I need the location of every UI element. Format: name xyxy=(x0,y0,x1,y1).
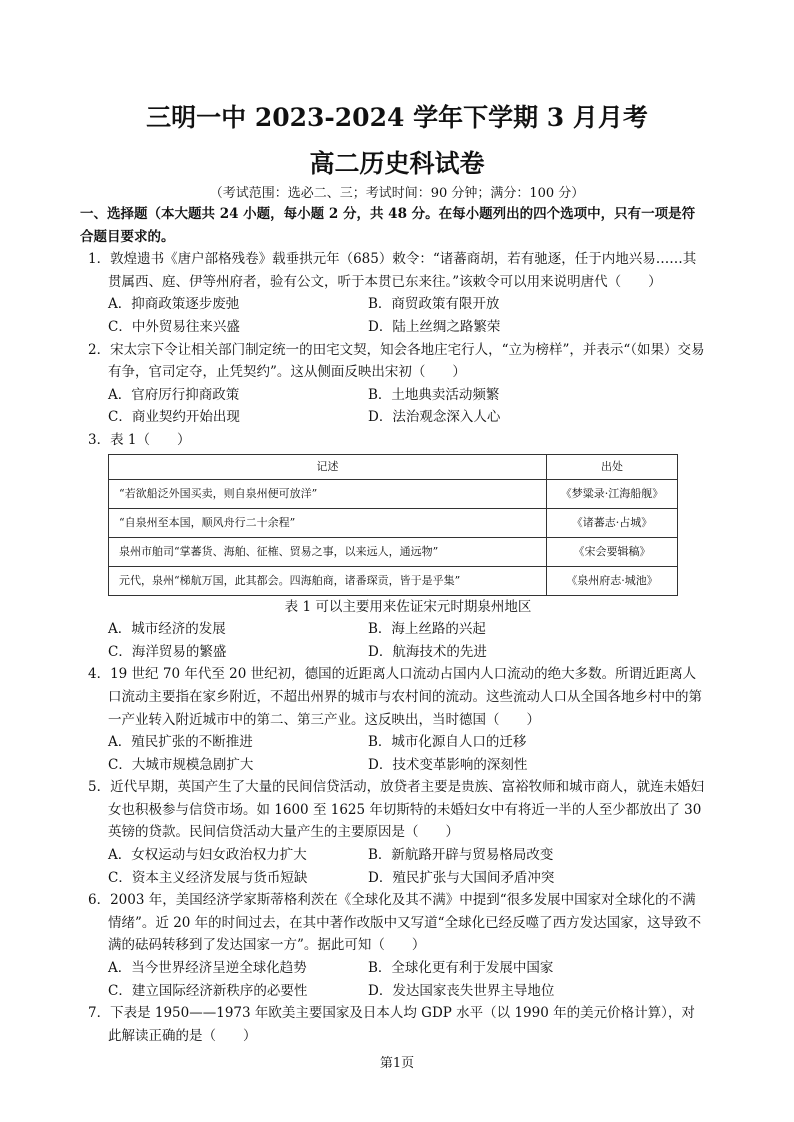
exam-info: （考试范围：选必二、三；考试时间：90 分钟；满分：100 分） xyxy=(209,186,585,201)
table-cell-source: 《梦粱录·江海船舰》 xyxy=(547,479,678,508)
option: B．土地典卖活动频繁 xyxy=(368,386,500,403)
table-cell-record: 元代，泉州“梯航万国，此其都会。四海舶商，诸番琛贡，皆于是乎集” xyxy=(109,566,547,595)
question-6-options xyxy=(80,957,708,1002)
option: D．陆上丝绸之路繁荣 xyxy=(368,318,501,335)
exam-content xyxy=(80,203,708,1047)
table-header-row xyxy=(109,454,678,479)
section-heading: 一、选择题（本大题共 24 小题，每小题 2 分，共 48 分。在每小题列出的四个选项中，只有一项是符合题目要求的。 xyxy=(80,206,696,245)
table-row xyxy=(109,508,678,537)
question-7: 7．下表是 1950——1973 年欧美主要国家及日本人均 GDP 水平（以 1990 年的美元价格计算），对此解读正确的是（ ） xyxy=(88,1005,695,1044)
table-caption: 表 1 可以主要用来佐证宋元时期泉州地区 xyxy=(284,598,532,615)
table-cell-record: “若欲船泛外国买卖，则自泉州便可放洋” xyxy=(109,479,547,508)
option: B．全球化更有利于发展中国家 xyxy=(368,960,554,977)
table-1 xyxy=(108,454,678,596)
option: B．海上丝路的兴起 xyxy=(368,621,486,638)
option: B．新航路开辟与贸易格局改变 xyxy=(368,847,554,864)
question-2-options xyxy=(80,384,708,429)
option: A．殖民扩张的不断推进 xyxy=(108,734,253,751)
option: C．中外贸易往来兴盛 xyxy=(108,318,240,335)
question-4: 4．19 世纪 70 年代至 20 世纪初，德国的近距离人口流动占国内人口流动的绝大多数。所谓近距离人口流动主要指在家乡附近，不超出州界的城市与农村间的流动。这些流动人口从全国各地乡村中的第一产业转入附近城市中的第二、第三产业。这反映出，当时德国（ ） xyxy=(88,666,702,728)
option: C．大城市规模急剧扩大 xyxy=(108,756,254,773)
table-header-record: 记述 xyxy=(109,454,547,479)
page-number: 第1页 xyxy=(379,1056,415,1071)
option: C．建立国际经济新秩序的必要性 xyxy=(108,982,308,999)
option: D．殖民扩张与大国间矛盾冲突 xyxy=(368,869,555,886)
option: B．商贸政策有限开放 xyxy=(368,296,500,313)
option: C．海洋贸易的繁盛 xyxy=(108,643,227,660)
option: A．女权运动与妇女政治权力扩大 xyxy=(108,847,307,864)
option: A．城市经济的发展 xyxy=(108,621,226,638)
option: A．当今世界经济呈逆全球化趋势 xyxy=(108,960,307,977)
option: D．法治观念深入人心 xyxy=(368,409,501,426)
option: C．商业契约开始出现 xyxy=(108,409,240,426)
table-cell-source: 《宋会要辑稿》 xyxy=(547,537,678,566)
table-header-source: 出处 xyxy=(547,454,678,479)
table-cell-record: “自泉州至本国，顺风舟行二十余程” xyxy=(109,508,547,537)
question-2: 2．宋太宗下令让相关部门制定统一的田宅文契，知会各地庄宅行人，“立为榜样”，并表示“（如果）交易有争，官司定夺，止凭契约”。这从侧面反映出宋初（ ） xyxy=(88,341,705,381)
question-4-options xyxy=(80,731,708,776)
exam-title: 三明一中 2023-2024 学年下学期 3 月月考 xyxy=(146,103,648,132)
question-6: 6．2003 年，美国经济学家斯蒂格利茨在《全球化及其不满》中提到“很多发展中国家对全球化的不满情绪”。近 20 年的时间过去，在其中著作改版中又写道“全球化已经反噬了西方发达国家，这导致不满的砝码转移到了发达国家一方”。据此可知（ ） xyxy=(88,892,702,954)
option: D．发达国家丧失世界主导地位 xyxy=(368,982,555,999)
table-cell-source: 《泉州府志·城池》 xyxy=(547,566,678,595)
table-cell-record: 泉州市舶司“掌蕃货、海舶、征榷、贸易之事，以来远人，通远物” xyxy=(109,537,547,566)
question-3-options xyxy=(80,618,708,663)
question-1: 1．敦煌遗书《唐户部格残卷》载垂拱元年（685）敕令：“诸蕃商胡，若有驰逐，任于内地兴易……其贯属西、庭、伊等州府者，验有公文，听于本贯已东来往。”该敕令可以用来说明唐代（ ） xyxy=(88,251,697,290)
table-cell-source: 《诸蕃志·占城》 xyxy=(547,508,678,537)
question-5: 5．近代早期，英国产生了大量的民间信贷活动，放贷者主要是贵族、富裕牧师和城市商人，就连未婚妇女也积极参与信贷市场。如 1600 至 1625 年切斯特的未婚妇女中有将近一半的人至少都放出了 30 英镑的贷款。民间信贷活动大量产生的主要原因是（ ） xyxy=(88,779,705,841)
table-row xyxy=(109,479,678,508)
table-row xyxy=(109,566,678,595)
option: B．城市化源自人口的迁移 xyxy=(368,734,527,751)
table-row xyxy=(109,537,678,566)
option: C．资本主义经济发展与货币短缺 xyxy=(108,869,308,886)
option: A．官府厉行抑商政策 xyxy=(108,386,240,403)
option: D．航海技术的先进 xyxy=(368,643,487,660)
question-3: 3．表 1（ ） xyxy=(88,431,191,448)
question-5-options xyxy=(80,844,708,889)
option: A．抑商政策逐步废弛 xyxy=(108,296,240,313)
option: D．技术变革影响的深刻性 xyxy=(368,756,528,773)
exam-subtitle: 高二历史科试卷 xyxy=(309,149,485,178)
question-1-options xyxy=(80,293,708,338)
